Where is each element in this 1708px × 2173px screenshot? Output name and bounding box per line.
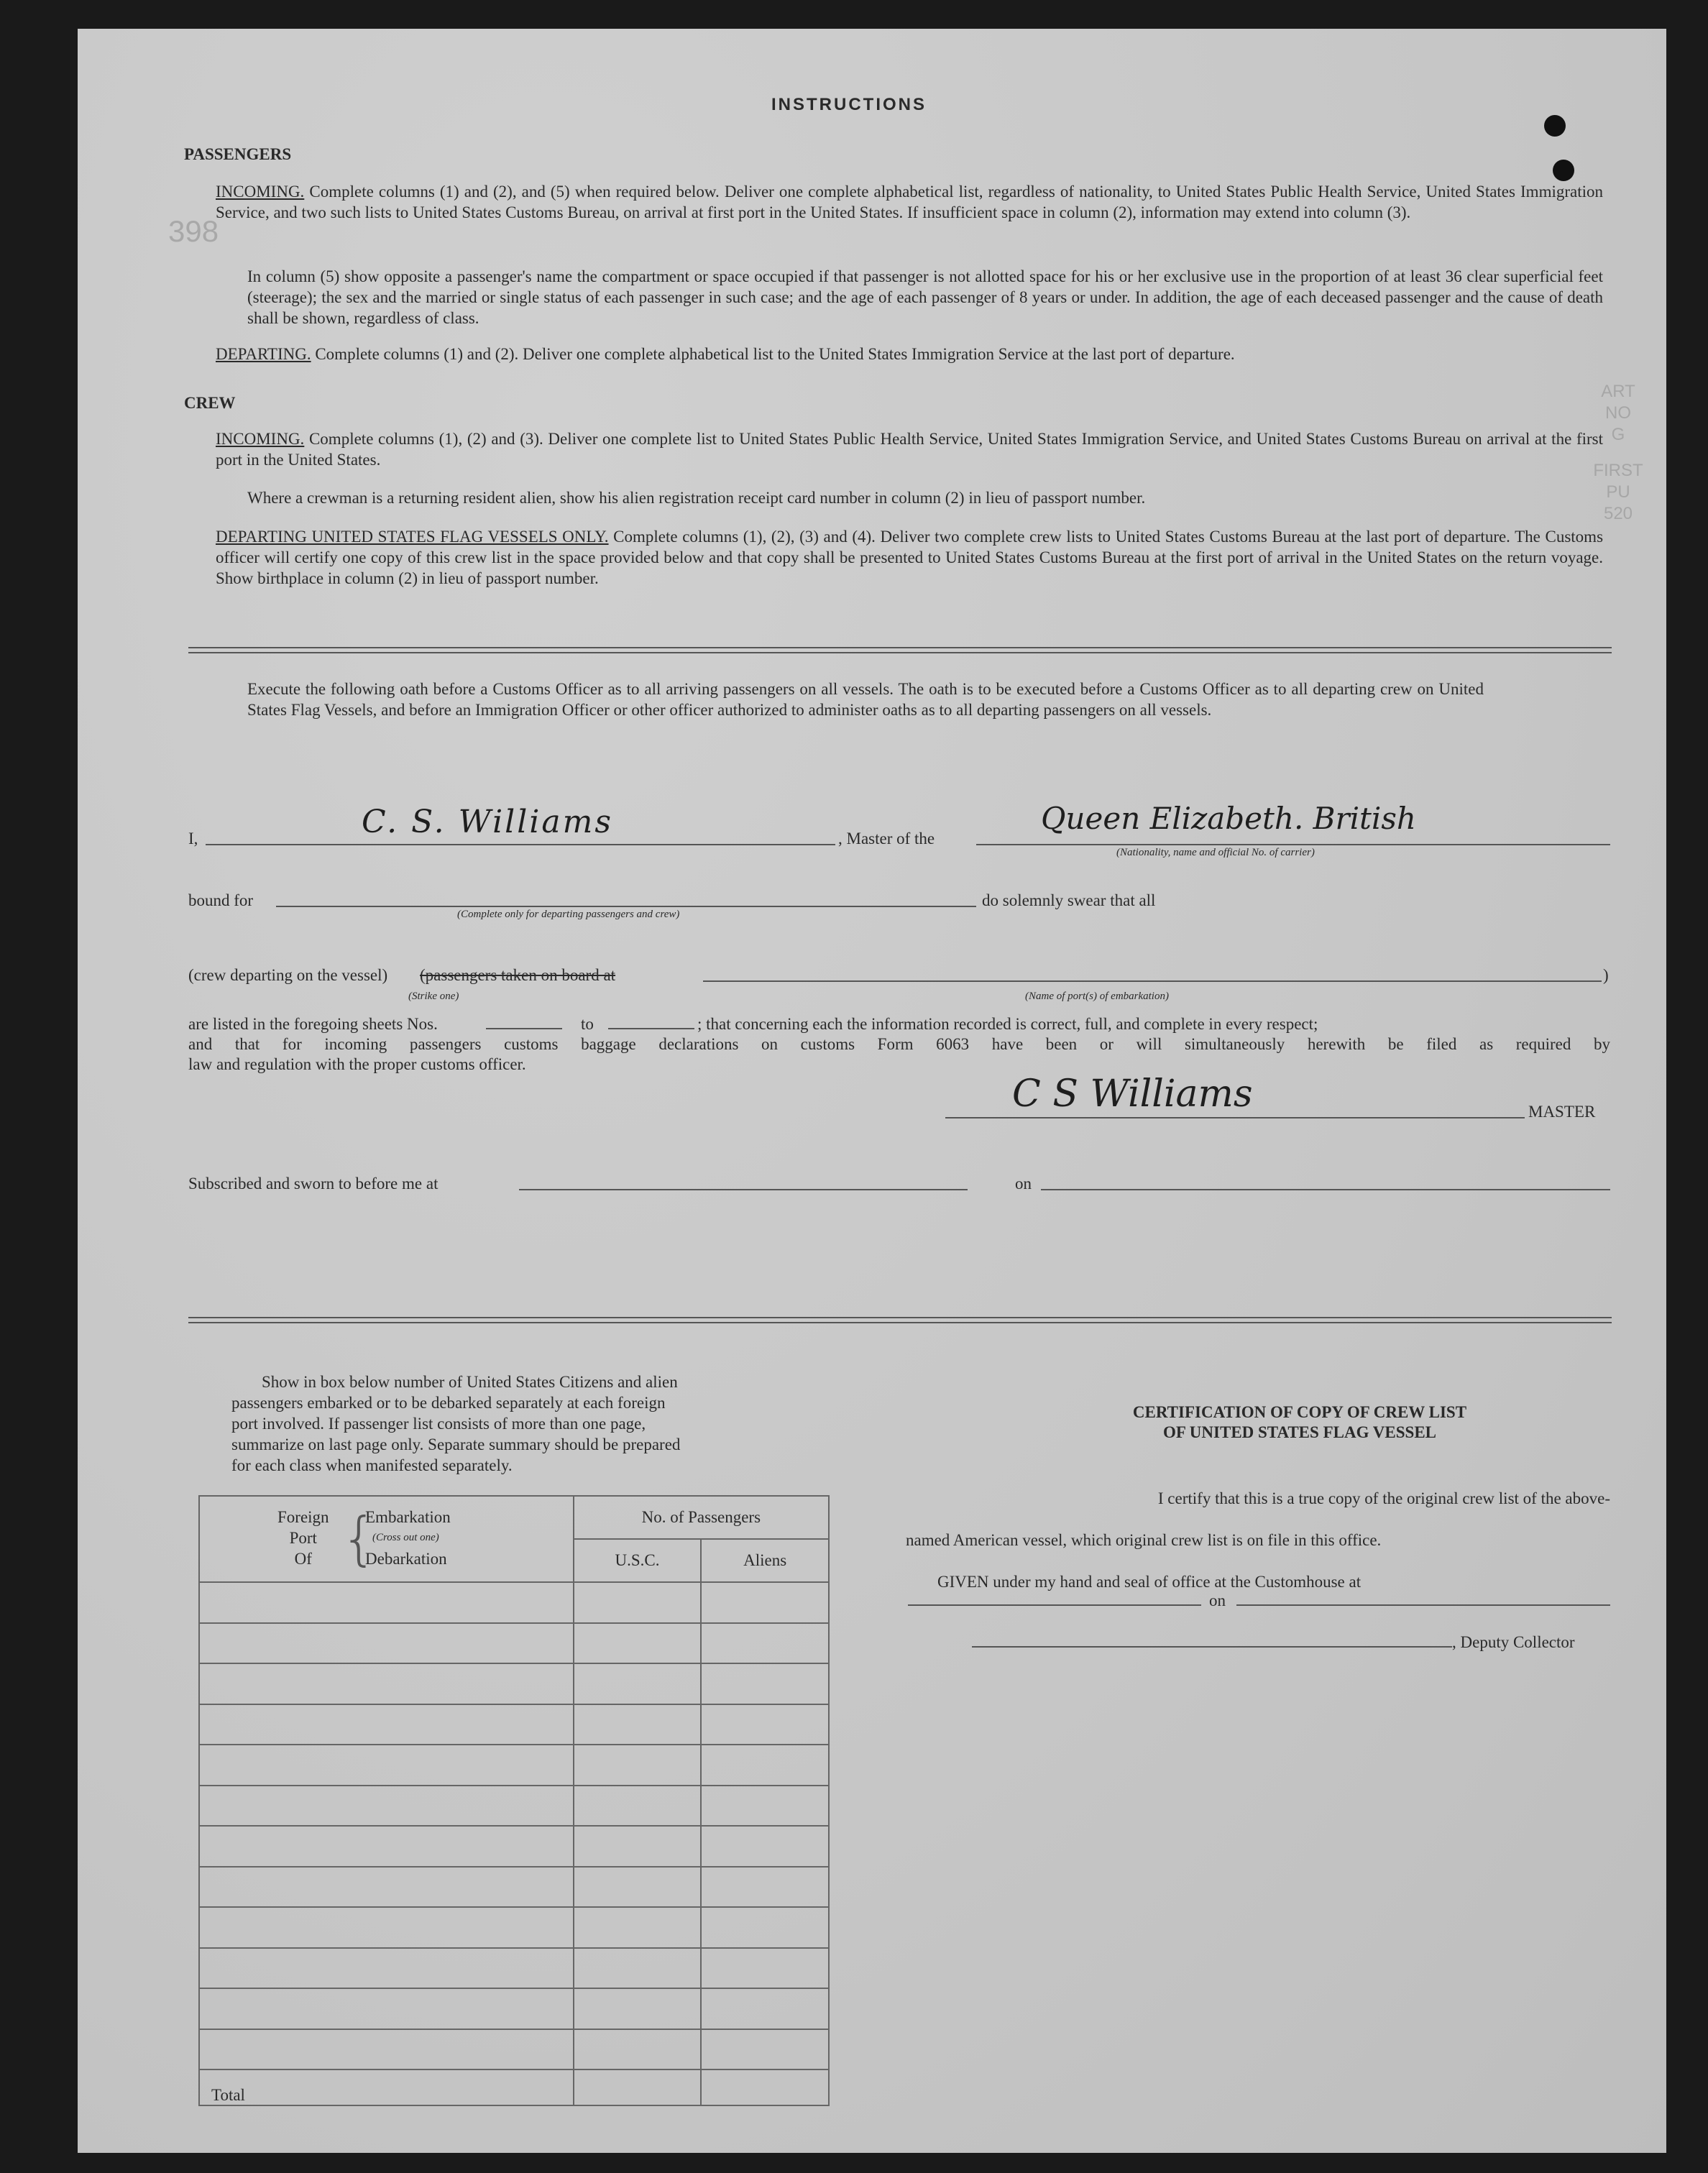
aliens-cell[interactable] [701, 1623, 829, 1664]
departing-text: Complete columns (1) and (2). Deliver one complete alphabetical list to the United States Immigration Service at the last port of departure. [315, 345, 1235, 363]
usc-cell[interactable] [574, 1826, 702, 1867]
stamp-line: 520 [1603, 504, 1633, 523]
port-line[interactable] [703, 980, 1602, 982]
sheets-to-line[interactable] [608, 1028, 694, 1029]
header-of: Of [294, 1550, 312, 1568]
table-row [199, 2029, 829, 2070]
table-row [199, 1867, 829, 1908]
crew-departing-label: DEPARTING UNITED STATES FLAG VESSELS ONLY. [216, 528, 609, 546]
departing-label: DEPARTING. [216, 345, 311, 363]
port-cell[interactable] [199, 1948, 574, 1989]
stamp-line: NO [1605, 403, 1631, 423]
subscribed-label: Subscribed and sworn to before me at [188, 1175, 439, 1193]
summary-line: Show in box below number of United States Citizens and alien [262, 1373, 678, 1391]
usc-cell[interactable] [574, 1988, 702, 2029]
oath-intro: Execute the following oath before a Customs Officer as to all arriving passengers on all vessels. The oath is to be executed before a Customs Officer as to all departing crew on United States Flag Vessels, and before an Immigration Officer or other officer authorized to administer oaths as to all departing passengers on all vessels. [247, 680, 1484, 719]
deputy-collector-line[interactable] [972, 1646, 1452, 1648]
section-heading-crew: CREW [184, 394, 236, 412]
strike-caption: (Strike one) [408, 991, 459, 1002]
usc-cell[interactable] [574, 1623, 702, 1664]
header-embarkation: Embarkation [365, 1508, 451, 1526]
master-signature-line [945, 1117, 1525, 1118]
subscribed-on-label: on [1015, 1175, 1032, 1193]
passengers-departing-paragraph [216, 344, 1603, 364]
master-label: MASTER [1528, 1103, 1596, 1121]
crew-resident-paragraph: Where a crewman is a returning resident alien, show his alien registration receipt card number in column (2) in lieu of passport number. [247, 489, 1146, 507]
stamp-line: G [1611, 425, 1625, 444]
header-cross-out: (Cross out one) [372, 1532, 439, 1543]
summary-line: for each class when manifested separately. [231, 1456, 513, 1474]
crew-departing-text: Complete columns (1), (2), (3) and (4). Deliver two complete crew lists to United States Customs Bureau at the last port of departure. The Customs officer will certify one copy of this crew list in the space provided below and that copy shall be presented to United States Customs Bureau at the first port of arrival in the United States on the return voyage. Show birthplace in column (2) in lieu of passport number. [216, 528, 1604, 587]
close-paren: ) [1603, 966, 1609, 984]
header-debarkation: Debarkation [365, 1550, 447, 1568]
listed-text-3: and that for incoming passengers customs baggage declarations on customs Form 6063 have been or will simultaneously herewith be filed as required by [188, 1035, 1610, 1053]
usc-cell[interactable] [574, 1582, 702, 1623]
vessel-name-handwritten[interactable]: Queen Elizabeth. British [1041, 801, 1416, 836]
bound-caption: (Complete only for departing passengers and crew) [457, 909, 680, 920]
table-row [199, 1786, 829, 1827]
summary-line: passengers embarked or to be debarked separately at each foreign [231, 1394, 666, 1412]
struck-passengers-text: (passengers taken on board at [420, 966, 616, 984]
aliens-cell[interactable] [701, 1826, 829, 1867]
header-foreign: Foreign [277, 1508, 329, 1526]
usc-cell[interactable] [574, 1786, 702, 1827]
section-heading-passengers: PASSENGERS [184, 145, 292, 163]
stamp-line: FIRST [1593, 461, 1643, 480]
aliens-cell[interactable] [701, 1582, 829, 1623]
summary-line: summarize on last page only. Separate summary should be prepared [231, 1435, 681, 1453]
master-signature[interactable]: C S Williams [1012, 1072, 1253, 1116]
header-aliens: Aliens [701, 1539, 829, 1582]
certification-heading-1: CERTIFICATION OF COPY OF CREW LIST [1132, 1403, 1467, 1421]
aliens-cell[interactable] [701, 1867, 829, 1908]
section-divider [188, 647, 1612, 653]
certification-on-label: on [1209, 1591, 1226, 1609]
page-title: INSTRUCTIONS [771, 95, 927, 114]
table-row [199, 1745, 829, 1786]
total-aliens-cell[interactable] [701, 2069, 829, 2105]
summary-line: port involved. If passenger list consists of more than one page, [231, 1415, 646, 1433]
header-passengers: No. of Passengers [574, 1496, 829, 1539]
crew-incoming-text: Complete columns (1), (2) and (3). Deliver one complete list to United States Public Health Service, United States Immigration Service, and United States Customs Bureau on arrival at the first port in the United States. [216, 430, 1603, 469]
usc-cell[interactable] [574, 2029, 702, 2070]
bound-for-label: bound for [188, 891, 254, 909]
table-row [199, 1988, 829, 2029]
to-label: to [581, 1015, 594, 1033]
sheets-from-line[interactable] [486, 1028, 562, 1029]
table-row [199, 1623, 829, 1664]
margin-number: 398 [168, 214, 219, 248]
usc-cell[interactable] [574, 1907, 702, 1948]
header-port-cell [199, 1496, 574, 1582]
usc-cell[interactable] [574, 1704, 702, 1745]
total-usc-cell[interactable] [574, 2069, 702, 2105]
punch-hole [1544, 115, 1566, 137]
aliens-cell[interactable] [701, 1907, 829, 1948]
master-name-handwritten[interactable]: C. S. Williams [362, 804, 613, 840]
crew-departing-label: (crew departing on the vessel) [188, 966, 388, 984]
punch-hole [1553, 160, 1574, 181]
certification-heading-2: OF UNITED STATES FLAG VESSEL [1162, 1423, 1437, 1441]
aliens-cell[interactable] [701, 1663, 829, 1704]
column5-paragraph: In column (5) show opposite a passenger's name the compartment or space occupied if that passenger is not allotted space for his or her exclusive use in the proportion of at least 36 clear superficial feet (steerage); the sex and the married or single status of each passenger in such case; and the age of each passenger of 8 years or under. In addition, the age of each deceased passenger and the cause of death shall be shown, regardless of class. [247, 267, 1603, 327]
table-row [199, 1582, 829, 1623]
brace-icon: { [341, 1505, 377, 1572]
oath-i-label: I, [188, 830, 198, 847]
aliens-cell[interactable] [701, 1745, 829, 1786]
port-cell[interactable] [199, 1745, 574, 1786]
header-port: Port [289, 1529, 317, 1547]
port-cell[interactable] [199, 1704, 574, 1745]
aliens-cell[interactable] [701, 1988, 829, 2029]
total-label: Total [199, 2069, 574, 2105]
certification-text-3: GIVEN under my hand and seal of office at the Customhouse at [937, 1573, 1362, 1591]
stamp-line: PU [1606, 482, 1630, 502]
vessel-caption: (Nationality, name and official No. of carrier) [1116, 847, 1315, 858]
swear-label: do solemnly swear that all [982, 891, 1156, 909]
incoming-label: INCOMING. [216, 183, 305, 201]
table-row [199, 1907, 829, 1948]
crew-incoming-label: INCOMING. [216, 430, 305, 448]
crew-incoming-paragraph [216, 428, 1603, 470]
table-row [199, 1826, 829, 1867]
section-divider [188, 1317, 1612, 1323]
certification-text-1: I certify that this is a true copy of the original crew list of the above- [1157, 1489, 1610, 1507]
passenger-summary-table [198, 1495, 830, 2106]
port-cell[interactable] [199, 1623, 574, 1664]
passengers-incoming-paragraph [216, 181, 1603, 223]
table-row [199, 1948, 829, 1989]
listed-text-4: law and regulation with the proper customs officer. [188, 1055, 526, 1073]
crew-departing-paragraph [216, 526, 1603, 589]
master-of-label: , Master of the [838, 830, 935, 847]
port-cell[interactable] [199, 1988, 574, 2029]
stamp-line: ART [1601, 382, 1635, 401]
master-name-line [206, 844, 835, 845]
total-row [199, 2069, 829, 2105]
port-cell[interactable] [199, 1663, 574, 1704]
usc-cell[interactable] [574, 1867, 702, 1908]
port-caption: (Name of port(s) of embarkation) [1025, 991, 1169, 1002]
port-cell[interactable] [199, 1786, 574, 1827]
header-usc: U.S.C. [574, 1539, 702, 1582]
vessel-line [976, 844, 1610, 845]
subscribed-place-line[interactable] [519, 1189, 968, 1190]
aliens-cell[interactable] [701, 1948, 829, 1989]
certification-date-line[interactable] [1236, 1604, 1610, 1606]
usc-cell[interactable] [574, 1663, 702, 1704]
table-row [199, 1704, 829, 1745]
aliens-cell[interactable] [701, 1786, 829, 1827]
bound-for-line[interactable] [276, 906, 976, 907]
listed-text-2: ; that concerning each the information recorded is correct, full, and complete in every respect; [697, 1015, 1318, 1033]
summary-instructions [231, 1372, 878, 1476]
port-cell[interactable] [199, 1826, 574, 1867]
port-cell[interactable] [199, 2029, 574, 2070]
listed-text-1: are listed in the foregoing sheets Nos. [188, 1015, 438, 1033]
aliens-cell[interactable] [701, 2029, 829, 2070]
port-cell[interactable] [199, 1582, 574, 1623]
deputy-collector-label: , Deputy Collector [1452, 1633, 1575, 1651]
customhouse-line[interactable] [908, 1604, 1201, 1606]
document-page [78, 29, 1666, 2153]
usc-cell[interactable] [574, 1745, 702, 1786]
usc-cell[interactable] [574, 1948, 702, 1989]
port-cell[interactable] [199, 1907, 574, 1948]
incoming-text: Complete columns (1) and (2), and (5) when required below. Deliver one complete alphabetical list, regardless of nationality, to United States Public Health Service, United States Immigration Service, and two such lists to United States Customs Bureau, on arrival at first port in the United States. If insufficient space in column (2), information may extend into column (3). [216, 183, 1604, 221]
port-cell[interactable] [199, 1867, 574, 1908]
certification-text-2: named American vessel, which original crew list is on file in this office. [906, 1531, 1382, 1549]
aliens-cell[interactable] [701, 1704, 829, 1745]
subscribed-date-line[interactable] [1041, 1189, 1610, 1190]
table-row [199, 1663, 829, 1704]
